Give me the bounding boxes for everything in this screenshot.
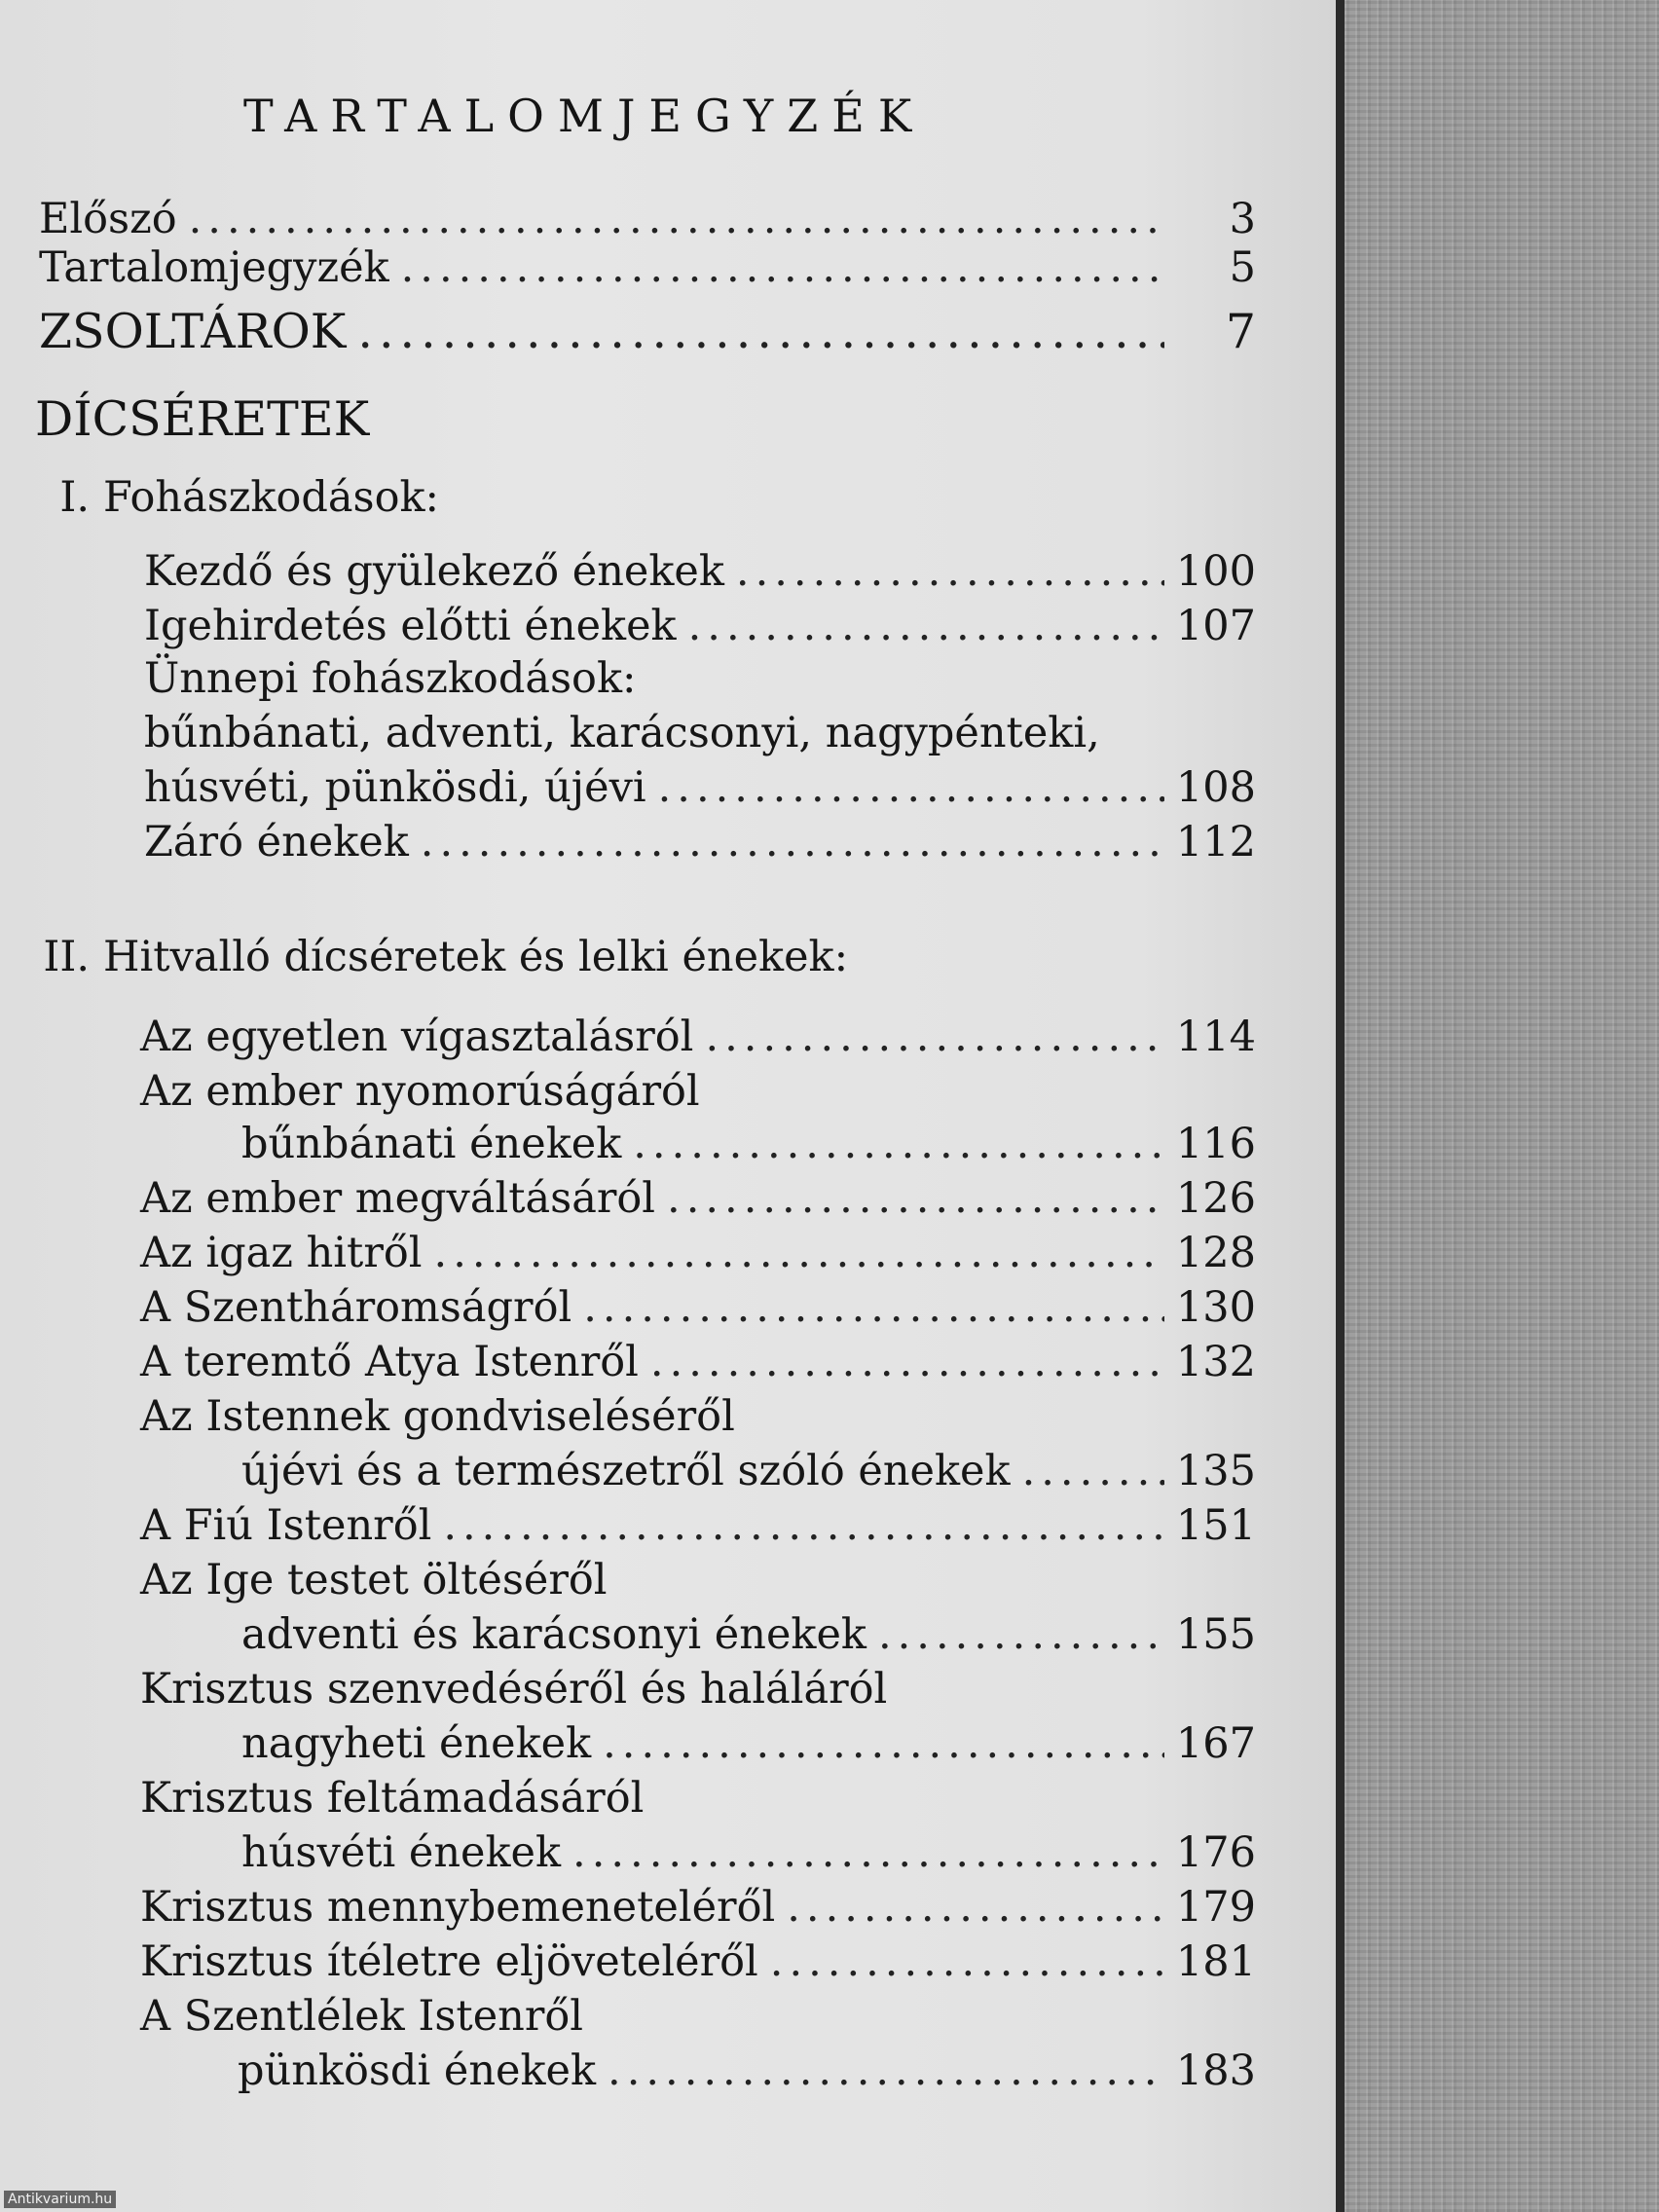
leader-dots [736, 547, 1164, 596]
toc-entry-eloszo [39, 195, 1256, 245]
toc-entry [241, 1828, 1256, 1879]
toc-entry [241, 1719, 1256, 1770]
leader-dots [401, 243, 1164, 292]
leader-dots [658, 763, 1164, 812]
toc-entry-page: 135 [1175, 1447, 1256, 1495]
leader-dots [770, 1937, 1164, 1986]
toc-entry [241, 1120, 1256, 1170]
toc-entry-page: 130 [1175, 1283, 1256, 1332]
section-numeral: I. [59, 473, 90, 522]
toc-entry-page: 112 [1175, 818, 1256, 866]
section-heading-2 [0, 933, 848, 981]
leader-dots [443, 1501, 1164, 1550]
toc-entry-label: húsvéti énekek [241, 1828, 562, 1877]
leader-dots [189, 195, 1164, 243]
leader-dots [572, 1828, 1164, 1877]
toc-entry-page: 151 [1175, 1501, 1256, 1550]
leader-dots [705, 1013, 1164, 1061]
section-title: Hitvalló dícséretek és lelki énekek: [103, 933, 849, 981]
toc-entry [140, 1283, 1256, 1334]
toc-entry-tartalomjegyzek [39, 243, 1256, 294]
toc-entry [241, 1610, 1256, 1661]
part-heading: DÍCSÉRETEK [35, 391, 370, 447]
toc-entry-page: 167 [1175, 1719, 1256, 1768]
toc-entry-label: Az igaz hitről [140, 1229, 423, 1277]
toc-entry-zsoltarok [39, 304, 1256, 359]
toc-entry-heading-line: A Szentlélek Istenről [140, 1992, 584, 2041]
back-cover [1345, 0, 1659, 2212]
toc-entry-page: 176 [1175, 1828, 1256, 1877]
toc-entry-page: 5 [1229, 243, 1256, 292]
section-title: Fohászkodások: [103, 473, 440, 522]
toc-entry [140, 1013, 1256, 1063]
toc-entry-page: 116 [1175, 1120, 1256, 1168]
toc-entry-heading-line: Az Istennek gondviseléséről [140, 1392, 735, 1441]
toc-entry-page: 179 [1175, 1883, 1256, 1932]
toc-entry-label: Záró énekek [144, 818, 409, 866]
leader-dots [1022, 1447, 1164, 1495]
toc-entry-page: 183 [1175, 2046, 1256, 2095]
toc-entry-page: 100 [1175, 547, 1256, 596]
toc-entry [144, 602, 1256, 652]
toc-entry-page: 181 [1175, 1937, 1256, 1986]
toc-entry [140, 1501, 1256, 1552]
toc-entry-label: Krisztus ítéletre eljöveteléről [140, 1937, 758, 1986]
toc-entry-page: 155 [1175, 1610, 1256, 1659]
leader-dots [434, 1229, 1164, 1277]
leader-dots [667, 1174, 1164, 1223]
toc-entry [144, 547, 1256, 598]
leader-dots [688, 602, 1164, 650]
leader-dots [608, 2046, 1164, 2095]
toc-entry-label: Kezdő és gyülekező énekek [144, 547, 724, 596]
section-numeral: II. [43, 933, 90, 981]
toc-entry-label: adventi és karácsonyi énekek [241, 1610, 866, 1659]
section-heading-1 [0, 473, 439, 522]
toc-entry-label: A Szentháromságról [140, 1283, 572, 1332]
toc-entry-label: újévi és a természetről szóló énekek [241, 1447, 1011, 1495]
toc-entry-label: Előszó [39, 195, 177, 243]
toc-entry-label: húsvéti, pünkösdi, újévi [144, 763, 646, 812]
toc-entry-label: Igehirdetés előtti énekek [144, 602, 677, 650]
toc-entry [144, 818, 1256, 868]
toc-entry [238, 2046, 1256, 2097]
toc-entry [140, 1937, 1256, 1988]
leader-dots [650, 1338, 1164, 1386]
toc-entry-page: 7 [1225, 304, 1256, 359]
toc-entry [144, 763, 1256, 814]
leader-dots [787, 1883, 1164, 1932]
toc-entry [140, 1174, 1256, 1225]
toc-entry-label: bűnbánati énekek [241, 1120, 622, 1168]
leader-dots [583, 1283, 1164, 1332]
toc-entry [140, 1338, 1256, 1388]
toc-entry-page: 3 [1229, 195, 1256, 243]
leader-dots [421, 818, 1164, 866]
page-edge [1336, 0, 1345, 2212]
toc-entry-label: Krisztus mennybemeneteléről [140, 1883, 776, 1932]
toc-entry-label: A teremtő Atya Istenről [140, 1338, 639, 1386]
toc-entry-page: 128 [1175, 1229, 1256, 1277]
toc-entry-label: Tartalomjegyzék [39, 243, 389, 292]
toc-entry-page: 107 [1175, 602, 1256, 650]
watermark: Antikvarium.hu [4, 2191, 116, 2208]
toc-entry-page: 114 [1175, 1013, 1256, 1061]
leader-dots [633, 1120, 1164, 1168]
toc-entry-heading-line: Krisztus feltámadásáról [140, 1774, 645, 1823]
toc-entry-label: ZSOLTÁROK [39, 304, 347, 359]
toc-entry-label: Az ember megváltásáról [140, 1174, 656, 1223]
toc-entry-label: Az egyetlen vígasztalásról [140, 1013, 694, 1061]
leader-dots [878, 1610, 1164, 1659]
toc-entry-label: pünkösdi énekek [238, 2046, 597, 2095]
toc-entry-heading-line: bűnbánati, adventi, karácsonyi, nagypénteki, [144, 709, 1100, 757]
toc-entry [140, 1883, 1256, 1934]
toc-entry-heading-line: Az ember nyomorúságáról [140, 1067, 700, 1116]
toc-entry-label: A Fiú Istenről [140, 1501, 432, 1550]
leader-dots [357, 304, 1164, 359]
toc-entry-page: 108 [1175, 763, 1256, 812]
toc-entry-heading-line: Az Ige testet öltéséről [140, 1556, 608, 1604]
toc-entry-page: 132 [1175, 1338, 1256, 1386]
toc-entry-heading-line: Krisztus szenvedéséről és haláláról [140, 1665, 888, 1714]
toc-entry-label: nagyheti énekek [241, 1719, 592, 1768]
toc-entry [140, 1229, 1256, 1279]
toc-entry [241, 1447, 1256, 1497]
toc-entry-page: 126 [1175, 1174, 1256, 1223]
leader-dots [603, 1719, 1164, 1768]
toc-entry-heading-line: Ünnepi fohászkodások: [144, 654, 637, 703]
page-title: TARTALOMJEGYZÉK [243, 90, 926, 142]
